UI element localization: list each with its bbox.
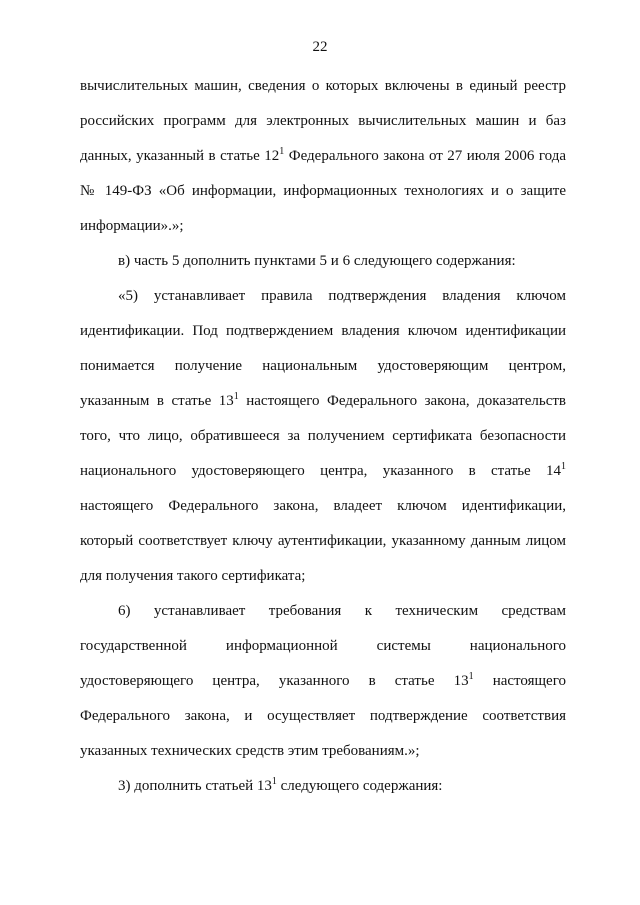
text-line-1: вычислительных машин, сведения о которых включены в единый реестр	[80, 78, 566, 94]
text-line-20: указанных технических средств этим требованиям.»;	[80, 743, 420, 759]
text-line-5: информации».»;	[80, 218, 184, 234]
text-line-7: «5) устанавливает правила подтверждения владения ключом	[118, 288, 566, 304]
text-line-2: российских программ для электронных вычислительных машин и баз	[80, 113, 566, 129]
text-line-6: в) часть 5 дополнить пунктами 5 и 6 следующего содержания:	[118, 253, 516, 269]
text-line-8: идентификации. Под подтверждением владения ключом идентификации	[80, 323, 566, 339]
text-line-10: указанным в статье $13^1$ настоящего Федерального закона, доказательств	[80, 391, 567, 409]
text-line-19: Федерального закона, и осуществляет подтверждение соответствия	[80, 708, 566, 724]
page-number: 22	[312, 39, 328, 55]
text-line-17: государственной информационной системы национального	[80, 638, 566, 654]
text-line-16: 6) устанавливает требования к техническим средствам	[118, 603, 566, 619]
text-line-9: понимается получение национальным удостоверяющим центром,	[80, 358, 566, 374]
superscript: 1	[561, 461, 566, 472]
superscript: 1	[468, 671, 474, 682]
superscript: 1	[233, 391, 239, 402]
text-line-13: настоящего Федерального закона, владеет ключом идентификации,	[80, 498, 566, 514]
text-line-12: национального удостоверяющего центра, указанного в статье $14^1$	[80, 461, 566, 479]
text-line-14: который соответствует ключу аутентификации, указанному данным лицом	[80, 533, 566, 549]
text-line-4: № 149-ФЗ «Об информации, информационных технологиях и о защите	[80, 183, 566, 199]
text-line-18: удостоверяющего центра, указанного в статье $13^1$ настоящего	[80, 671, 566, 689]
superscript: 1	[279, 146, 285, 157]
superscript: 1	[271, 776, 277, 787]
text-line-21: 3) дополнить статьей $13^1$ следующего содержания:	[118, 776, 443, 794]
text-line-15: для получения такого сертификата;	[80, 568, 306, 584]
text-line-3: данных, указанный в статье $12^1$ Федерального закона от 27 июля 2006 года	[80, 146, 567, 164]
text-line-11: того, что лицо, обратившееся за получением сертификата безопасности	[80, 428, 566, 444]
